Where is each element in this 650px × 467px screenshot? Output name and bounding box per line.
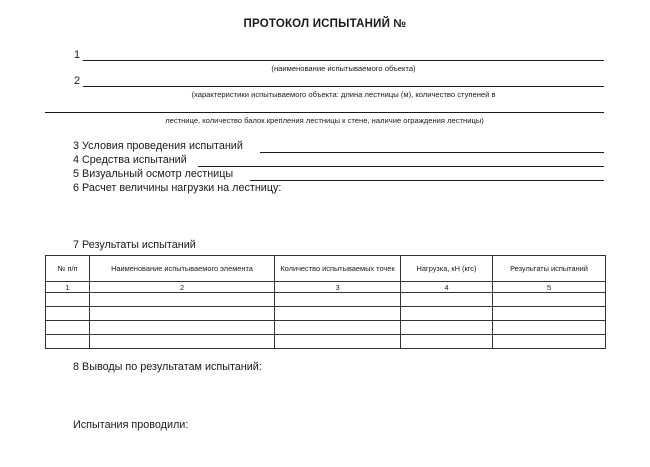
table-cell[interactable] [46, 335, 90, 349]
table-cell[interactable] [46, 307, 90, 321]
table-cell[interactable] [401, 321, 493, 335]
item-4-label: 4 Средства испытаний [73, 154, 187, 166]
table-cell[interactable] [275, 293, 401, 307]
item-1-number: 1 [74, 49, 81, 61]
table-cell[interactable] [90, 321, 275, 335]
results-table [45, 255, 606, 349]
table-cell[interactable] [401, 293, 493, 307]
item-5-line[interactable] [250, 180, 604, 181]
table-index-row [46, 282, 606, 293]
table-cell[interactable] [275, 307, 401, 321]
table-cell[interactable] [493, 307, 606, 321]
table-cell[interactable] [90, 307, 275, 321]
table-row [46, 307, 606, 321]
item-2-caption-line-2: лестнице, количество балок крепления лестницы к стене, наличие ограждения лестницы) [165, 116, 484, 125]
table-cell[interactable] [275, 335, 401, 349]
item-6-label: 6 Расчет величины нагрузки на лестницу: [73, 182, 282, 194]
table-cell[interactable] [90, 335, 275, 349]
table-cell[interactable] [493, 293, 606, 307]
table-cell[interactable] [90, 293, 275, 307]
index-cell: 5 [493, 282, 606, 293]
item-7-label: 7 Результаты испытаний [73, 239, 196, 251]
item-2-caption-line-1: (характеристики испытываемого объекта: длина лестницы (м), количество ступеней в [191, 90, 496, 99]
table-cell[interactable] [493, 335, 606, 349]
table-cell[interactable] [46, 293, 90, 307]
table-row [46, 293, 606, 307]
item-3-label: 3 Условия проведения испытаний [73, 140, 243, 152]
item-3-line[interactable] [260, 152, 604, 153]
item-4-line[interactable] [198, 166, 604, 167]
table-header-row [46, 256, 606, 282]
header-load: Нагрузка, кН (кгс) [401, 256, 493, 282]
index-cell: 1 [46, 282, 90, 293]
table-cell[interactable] [46, 321, 90, 335]
index-cell: 2 [90, 282, 275, 293]
item-2-number: 2 [74, 75, 81, 87]
item-5-label: 5 Визуальный осмотр лестницы [73, 168, 234, 180]
testers-label: Испытания проводили: [73, 419, 189, 431]
item-2-line-2[interactable] [45, 112, 604, 113]
header-results: Результаты испытаний [493, 256, 606, 282]
table-row [46, 335, 606, 349]
header-element-name: Наименование испытываемого элемента [90, 256, 275, 282]
index-cell: 3 [275, 282, 401, 293]
table-cell[interactable] [493, 321, 606, 335]
item-1-line[interactable] [83, 60, 604, 61]
item-8-label: 8 Выводы по результатам испытаний: [73, 361, 262, 373]
table-cell[interactable] [401, 307, 493, 321]
item-2-line[interactable] [83, 86, 604, 87]
header-test-points: Количество испытываемых точек [275, 256, 401, 282]
item-1-caption: (наименование испытываемого объекта) [271, 64, 416, 73]
page-title: ПРОТОКОЛ ИСПЫТАНИЙ № [243, 18, 407, 30]
table-row [46, 321, 606, 335]
index-cell: 4 [401, 282, 493, 293]
table-cell[interactable] [275, 321, 401, 335]
header-number: № п/п [46, 256, 90, 282]
table-cell[interactable] [401, 335, 493, 349]
